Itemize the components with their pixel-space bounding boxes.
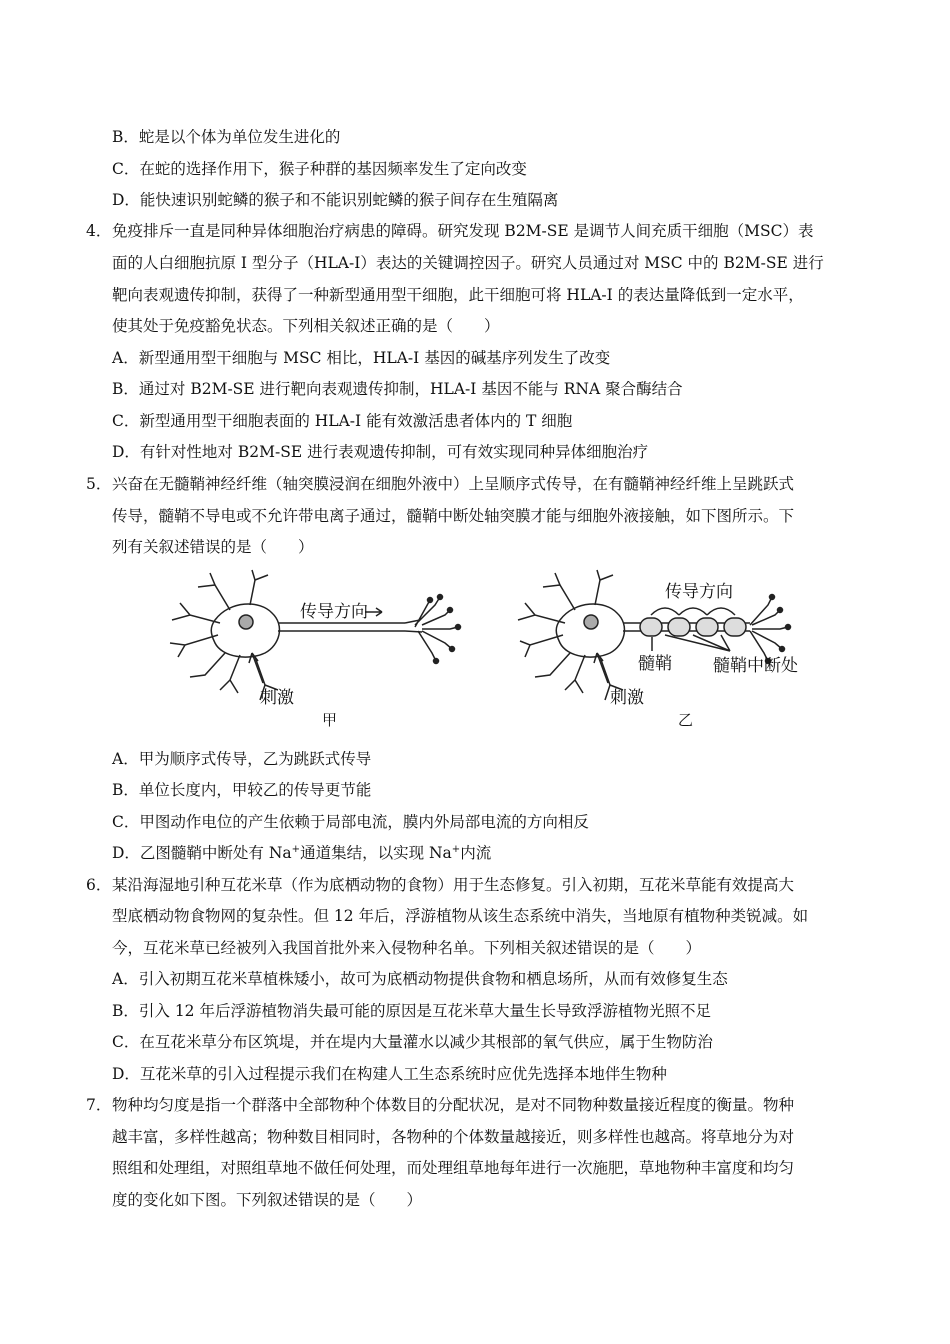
q6-option-b: B．引入 12 年后浮游植物消失最可能的原因是互花米草大量生长导致浮游植物光照不足 xyxy=(112,1002,711,1020)
q7-stem-line: 度的变化如下图。下列叙述错误的是（ ） xyxy=(112,1191,423,1209)
left-direction-label: 传导方向 xyxy=(300,602,368,622)
myelinated-neuron-diagram xyxy=(518,570,791,700)
q4-number: 4． xyxy=(86,222,112,240)
left-figure-caption: 甲 xyxy=(322,711,338,729)
q4-stem-line: 靶向表观遗传抑制，获得了一种新型通用型干细胞，此干细胞可将 HLA-I 的表达量降低到一定水平， xyxy=(112,286,804,304)
q3-option-c: C．在蛇的选择作用下，猴子种群的基因频率发生了定向改变 xyxy=(112,160,527,178)
q7-stem-line: 照组和处理组，对照组草地不做任何处理，而处理组草地每年进行一次施肥，草地物种丰富度和均匀 xyxy=(112,1159,795,1177)
superscript-plus: + xyxy=(451,843,461,855)
q5-option-a: A．甲为顺序式传导，乙为跳跃式传导 xyxy=(112,750,372,768)
q5-option-c: C．甲图动作电位的产生依赖于局部电流，膜内外局部电流的方向相反 xyxy=(112,813,589,831)
q5-stem-line: 列有关叙述错误的是（ ） xyxy=(112,538,314,556)
q5-option-d-text-1: D．乙图髓鞘中断处有 Na xyxy=(112,844,292,862)
q4-option-a: A．新型通用型干细胞与 MSC 相比，HLA-I 基因的碱基序列发生了改变 xyxy=(112,349,611,367)
unmyelinated-neuron-diagram xyxy=(170,570,461,700)
q6-option-d: D．互花米草的引入过程提示我们在构建人工生态系统时应优先选择本地伴生物种 xyxy=(112,1065,667,1083)
left-stimulus-label: 刺激 xyxy=(260,688,294,708)
q6-option-a: A．引入初期互花米草植株矮小，故可为底栖动物提供食物和栖息场所，从而有效修复生态 xyxy=(112,970,728,988)
right-direction-label: 传导方向 xyxy=(665,582,733,602)
q5-stem-line: 兴奋在无髓鞘神经纤维（轴突膜浸润在细胞外液中）上呈顺序式传导，在有髓鞘神经纤维上呈跳跃式 xyxy=(112,475,795,493)
superscript-plus: + xyxy=(291,843,301,855)
q6-option-c: C．在互花米草分布区筑堤，并在堤内大量灌水以减少其根部的氧气供应，属于生物防治 xyxy=(112,1033,713,1051)
q4-stem-line: 免疫排斥一直是同种异体细胞治疗病患的障碍。研究发现 B2M-SE 是调节人间充质干细胞（MSC）表 xyxy=(112,222,814,240)
q5-option-d-text-3: 内流 xyxy=(460,844,492,862)
q7-stem-line: 物种均匀度是指一个群落中全部物种个体数目的分配状况，是对不同物种数量接近程度的衡量。物种 xyxy=(112,1096,795,1114)
q6-stem-line: 型底栖动物食物网的复杂性。但 12 年后，浮游植物从该生态系统中消失，当地原有植物种类锐减。如 xyxy=(112,907,809,925)
right-figure-caption: 乙 xyxy=(678,711,694,729)
neuron-figure xyxy=(160,565,810,737)
q5-option-d xyxy=(112,842,491,864)
q4-stem-line: 面的人白细胞抗原 I 型分子（HLA-I）表达的关键调控因子。研究人员通过对 MSC 中的 B2M-SE 进行 xyxy=(112,254,824,272)
q6-stem-line: 今，互花米草已经被列入我国首批外来入侵物种名单。下列相关叙述错误的是（ ） xyxy=(112,939,702,957)
right-stimulus-label: 刺激 xyxy=(610,688,644,708)
q5-number: 5． xyxy=(86,475,112,493)
q4-option-b: B．通过对 B2M-SE 进行靶向表观遗传抑制，HLA-I 基因不能与 RNA 聚合酶结合 xyxy=(112,380,683,398)
q5-option-d-text-2: 通道集结，以实现 Na xyxy=(300,844,452,862)
q7-number: 7． xyxy=(86,1096,112,1114)
q4-option-d: D．有针对性地对 B2M-SE 进行表观遗传抑制，可有效实现同种异体细胞治疗 xyxy=(112,443,649,461)
q4-option-c: C．新型通用型干细胞表面的 HLA-I 能有效激活患者体内的 T 细胞 xyxy=(112,412,573,430)
q6-stem-line: 某沿海湿地引种互花米草（作为底栖动物的食物）用于生态修复。引入初期，互花米草能有效提高大 xyxy=(112,876,795,894)
myelin-sheath-label: 髓鞘 xyxy=(638,654,672,674)
q7-stem-line: 越丰富，多样性越高；物种数目相同时，各物种的个体数量越接近，则多样性也越高。将草地分为对 xyxy=(112,1128,795,1146)
q3-option-b: B．蛇是以个体为单位发生进化的 xyxy=(112,128,341,146)
q5-stem-line: 传导，髓鞘不导电或不允许带电离子通过，髓鞘中断处轴突膜才能与细胞外液接触，如下图所示。下 xyxy=(112,507,795,525)
q4-stem-line: 使其处于免疫豁免状态。下列相关叙述正确的是（ ） xyxy=(112,317,500,335)
q3-option-d: D．能快速识别蛇鳞的猴子和不能识别蛇鳞的猴子间存在生殖隔离 xyxy=(112,191,559,209)
node-of-ranvier-label: 髓鞘中断处 xyxy=(713,656,798,676)
q6-number: 6． xyxy=(86,876,112,894)
q5-option-b: B．单位长度内，甲较乙的传导更节能 xyxy=(112,781,372,799)
